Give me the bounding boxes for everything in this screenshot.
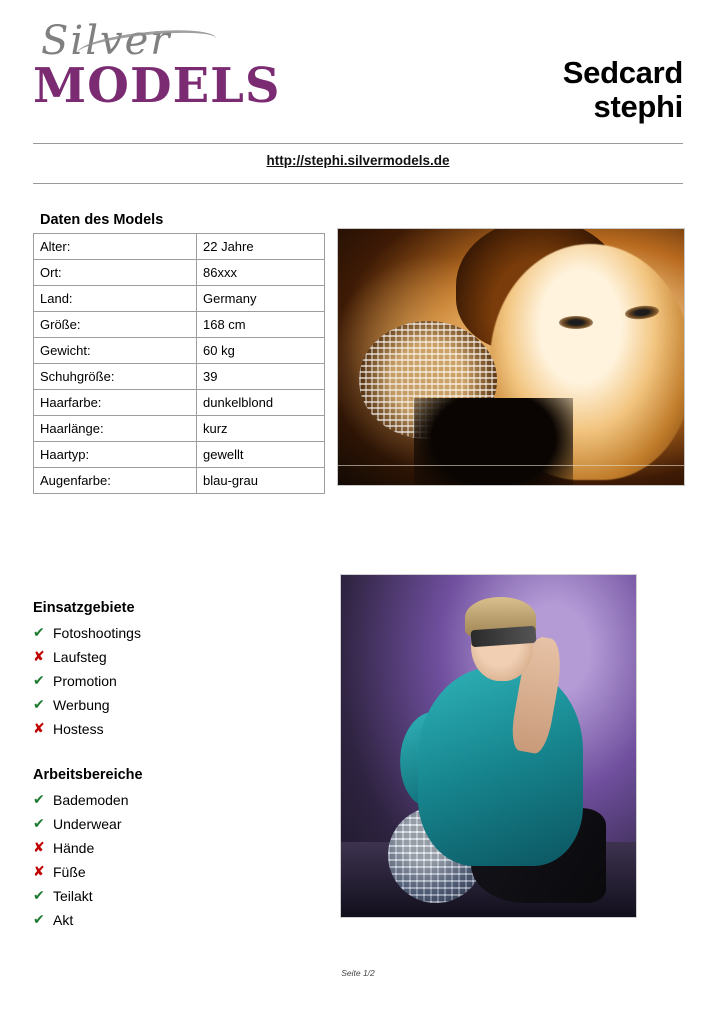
list-item	[33, 717, 141, 741]
table-cell-key: Alter:	[34, 234, 197, 260]
arbeitsbereiche-title: Arbeitsbereiche	[33, 767, 143, 783]
portrait-shadow	[414, 398, 573, 486]
list-item-label: Laufsteg	[53, 649, 107, 665]
table-row	[34, 286, 325, 312]
table-cell-value: 39	[197, 364, 325, 390]
list-item-label: Werbung	[53, 697, 110, 713]
list-item	[33, 788, 143, 812]
list-item	[33, 693, 141, 717]
table-row	[34, 468, 325, 494]
model-fullbody-photo	[340, 574, 637, 918]
portrait-bottom-line	[338, 465, 684, 466]
table-cell-key: Schuhgröße:	[34, 364, 197, 390]
data-section-title: Daten des Models	[40, 212, 164, 228]
table-cell-value: Germany	[197, 286, 325, 312]
check-icon: ✔	[33, 792, 45, 808]
table-cell-key: Gewicht:	[34, 338, 197, 364]
table-cell-value: blau-grau	[197, 468, 325, 494]
table-cell-key: Haarfarbe:	[34, 390, 197, 416]
page-title-line1: Sedcard	[562, 55, 683, 90]
table-cell-key: Haarlänge:	[34, 416, 197, 442]
cross-icon: ✘	[33, 649, 45, 665]
table-cell-value: dunkelblond	[197, 390, 325, 416]
check-icon: ✔	[33, 912, 45, 928]
list-item	[33, 884, 143, 908]
table-cell-value: gewellt	[197, 442, 325, 468]
cross-icon: ✘	[33, 840, 45, 856]
list-item-label: Teilakt	[53, 888, 93, 904]
cross-icon: ✘	[33, 721, 45, 737]
table-cell-key: Land:	[34, 286, 197, 312]
table-cell-value: 60 kg	[197, 338, 325, 364]
cross-icon: ✘	[33, 864, 45, 880]
list-item	[33, 836, 143, 860]
page-header	[33, 18, 683, 138]
table-cell-value: 86xxx	[197, 260, 325, 286]
header-divider-top	[33, 143, 683, 144]
list-item-label: Hostess	[53, 721, 104, 737]
list-item	[33, 812, 143, 836]
table-cell-key: Größe:	[34, 312, 197, 338]
model-website-link[interactable]: http://stephi.silvermodels.de	[266, 153, 450, 168]
logo-text-models: MODELS	[33, 58, 281, 114]
page-footer: Seite 1/2	[341, 968, 375, 978]
logo-text-silver: Silver	[41, 18, 172, 64]
model-data-table	[33, 233, 325, 494]
table-cell-value: 168 cm	[197, 312, 325, 338]
page-title-line2: stephi	[593, 89, 683, 124]
list-item-label: Underwear	[53, 816, 122, 832]
check-icon: ✔	[33, 625, 45, 641]
list-item	[33, 645, 141, 669]
list-item	[33, 669, 141, 693]
list-item-label: Akt	[53, 912, 74, 928]
table-row	[34, 364, 325, 390]
table-cell-value: kurz	[197, 416, 325, 442]
list-item-label: Promotion	[53, 673, 117, 689]
table-row	[34, 312, 325, 338]
list-item-label: Hände	[53, 840, 95, 856]
model-portrait-photo	[337, 228, 685, 486]
arbeitsbereiche-section	[33, 767, 143, 932]
table-row	[34, 234, 325, 260]
list-item-label: Fotoshootings	[53, 625, 141, 641]
einsatzgebiete-title: Einsatzgebiete	[33, 600, 135, 616]
list-item	[33, 908, 143, 932]
page-title	[563, 56, 683, 124]
check-icon: ✔	[33, 888, 45, 904]
table-row	[34, 338, 325, 364]
check-icon: ✔	[33, 697, 45, 713]
einsatzgebiete-section	[33, 600, 141, 741]
list-item	[33, 621, 141, 645]
table-row	[34, 416, 325, 442]
table-cell-key: Ort:	[34, 260, 197, 286]
table-cell-value: 22 Jahre	[197, 234, 325, 260]
list-item-label: Füße	[53, 864, 86, 880]
table-row	[34, 442, 325, 468]
table-cell-key: Augenfarbe:	[34, 468, 197, 494]
table-row	[34, 390, 325, 416]
check-icon: ✔	[33, 673, 45, 689]
silvermodels-logo	[33, 18, 333, 112]
list-item	[33, 860, 143, 884]
check-icon: ✔	[33, 816, 45, 832]
fullbody-top	[418, 667, 583, 865]
table-cell-key: Haartyp:	[34, 442, 197, 468]
list-item-label: Bademoden	[53, 792, 129, 808]
table-row	[34, 260, 325, 286]
header-divider-bottom	[33, 183, 683, 184]
